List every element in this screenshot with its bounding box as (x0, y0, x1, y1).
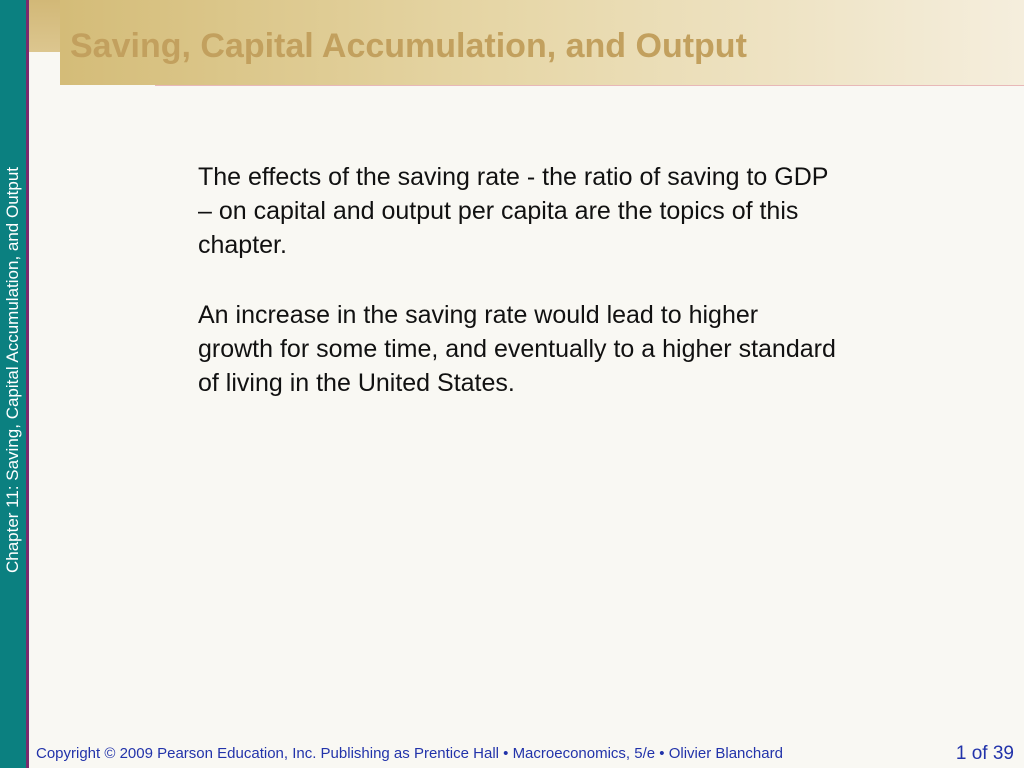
sidebar (0, 0, 26, 768)
page-number: 1 of 39 (955, 743, 1014, 764)
title-notch (29, 0, 60, 52)
footer-copyright: Copyright © 2009 Pearson Education, Inc. Publishing as Prentice Hall • Macroeconomics, 5/e • Olivier Blanchard (36, 745, 783, 762)
body-paragraph: The effects of the saving rate - the ratio of saving to GDP – on capital and output per capita are the topics of this chapter. (198, 163, 828, 259)
slide-body (198, 160, 838, 436)
body-paragraph: An increase in the saving rate would lead to higher growth for some time, and eventually to a higher standard of living in the United States. (198, 301, 836, 397)
chapter-label: Chapter 11: Saving, Capital Accumulation, and Output (3, 166, 22, 574)
sidebar-accent-stripe (26, 0, 29, 768)
title-divider (155, 85, 1024, 86)
slide-title: Saving, Capital Accumulation, and Output (70, 27, 747, 65)
